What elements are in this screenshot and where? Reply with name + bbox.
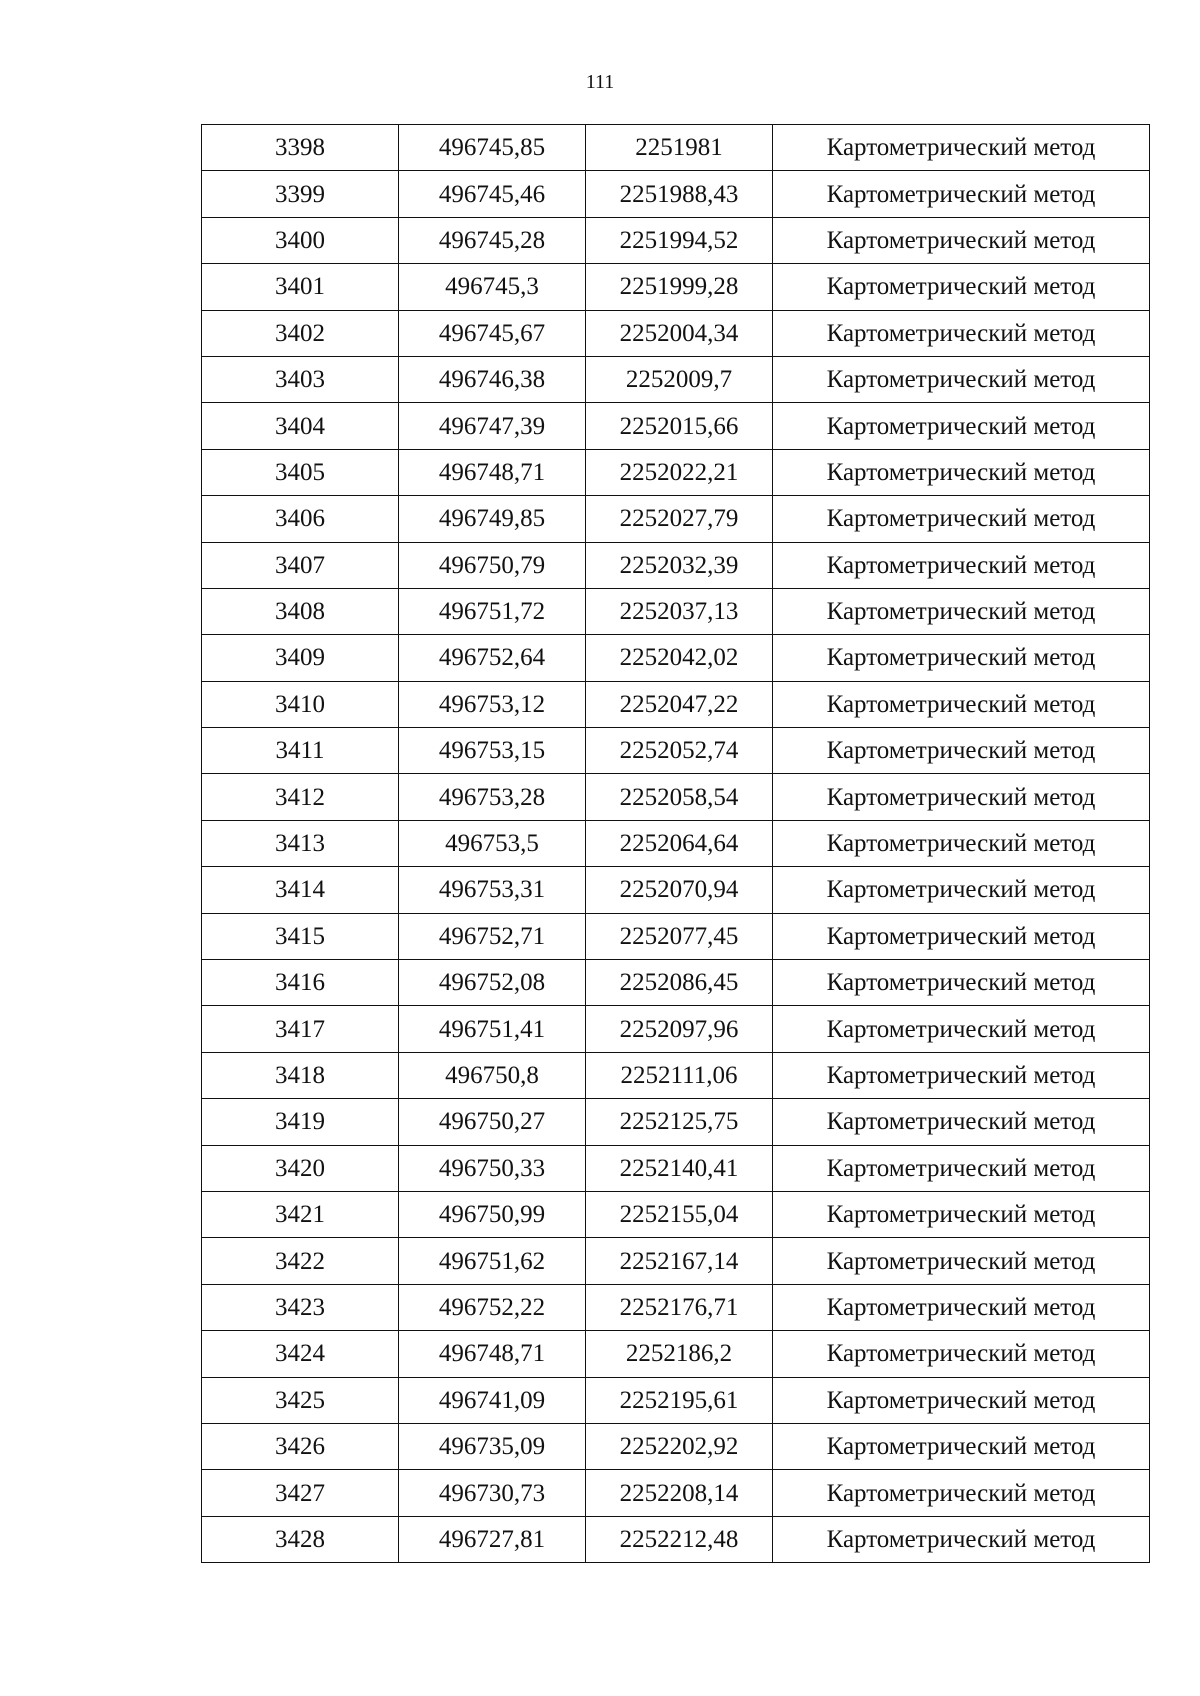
point-number-cell: 3428 xyxy=(202,1516,399,1562)
point-number-cell: 3412 xyxy=(202,774,399,820)
y-coordinate-cell: 2252009,7 xyxy=(586,356,773,402)
method-cell: Картометрический метод xyxy=(773,1331,1150,1377)
point-number-cell: 3424 xyxy=(202,1331,399,1377)
x-coordinate-cell: 496746,38 xyxy=(399,356,586,402)
x-coordinate-cell: 496753,15 xyxy=(399,728,586,774)
method-cell: Картометрический метод xyxy=(773,356,1150,402)
x-coordinate-cell: 496752,71 xyxy=(399,913,586,959)
table-row xyxy=(202,960,1150,1006)
y-coordinate-cell: 2251981 xyxy=(586,125,773,171)
table-row xyxy=(202,1516,1150,1562)
point-number-cell: 3398 xyxy=(202,125,399,171)
table-row xyxy=(202,310,1150,356)
y-coordinate-cell: 2252097,96 xyxy=(586,1006,773,1052)
y-coordinate-cell: 2252064,64 xyxy=(586,820,773,866)
table-row xyxy=(202,820,1150,866)
x-coordinate-cell: 496745,28 xyxy=(399,217,586,263)
point-number-cell: 3401 xyxy=(202,264,399,310)
table-row xyxy=(202,356,1150,402)
table-row xyxy=(202,867,1150,913)
method-cell: Картометрический метод xyxy=(773,913,1150,959)
x-coordinate-cell: 496745,85 xyxy=(399,125,586,171)
point-number-cell: 3405 xyxy=(202,449,399,495)
table-row xyxy=(202,1099,1150,1145)
x-coordinate-cell: 496741,09 xyxy=(399,1377,586,1423)
table-body xyxy=(202,125,1150,1563)
y-coordinate-cell: 2252022,21 xyxy=(586,449,773,495)
method-cell: Картометрический метод xyxy=(773,1006,1150,1052)
table-row xyxy=(202,635,1150,681)
x-coordinate-cell: 496751,41 xyxy=(399,1006,586,1052)
method-cell: Картометрический метод xyxy=(773,588,1150,634)
point-number-cell: 3423 xyxy=(202,1284,399,1330)
y-coordinate-cell: 2252167,14 xyxy=(586,1238,773,1284)
point-number-cell: 3418 xyxy=(202,1052,399,1098)
x-coordinate-cell: 496748,71 xyxy=(399,1331,586,1377)
point-number-cell: 3415 xyxy=(202,913,399,959)
method-cell: Картометрический метод xyxy=(773,681,1150,727)
table-row xyxy=(202,1284,1150,1330)
x-coordinate-cell: 496750,33 xyxy=(399,1145,586,1191)
table-row xyxy=(202,264,1150,310)
y-coordinate-cell: 2252155,04 xyxy=(586,1191,773,1237)
y-coordinate-cell: 2252037,13 xyxy=(586,588,773,634)
x-coordinate-cell: 496753,28 xyxy=(399,774,586,820)
x-coordinate-cell: 496749,85 xyxy=(399,496,586,542)
point-number-cell: 3409 xyxy=(202,635,399,681)
y-coordinate-cell: 2252186,2 xyxy=(586,1331,773,1377)
method-cell: Картометрический метод xyxy=(773,1145,1150,1191)
point-number-cell: 3403 xyxy=(202,356,399,402)
method-cell: Картометрический метод xyxy=(773,310,1150,356)
x-coordinate-cell: 496750,99 xyxy=(399,1191,586,1237)
point-number-cell: 3404 xyxy=(202,403,399,449)
table-row xyxy=(202,913,1150,959)
x-coordinate-cell: 496753,31 xyxy=(399,867,586,913)
method-cell: Картометрический метод xyxy=(773,217,1150,263)
point-number-cell: 3417 xyxy=(202,1006,399,1052)
point-number-cell: 3426 xyxy=(202,1423,399,1469)
table-row xyxy=(202,125,1150,171)
y-coordinate-cell: 2252070,94 xyxy=(586,867,773,913)
y-coordinate-cell: 2252086,45 xyxy=(586,960,773,1006)
y-coordinate-cell: 2252208,14 xyxy=(586,1470,773,1516)
method-cell: Картометрический метод xyxy=(773,403,1150,449)
method-cell: Картометрический метод xyxy=(773,1516,1150,1562)
x-coordinate-cell: 496745,46 xyxy=(399,171,586,217)
y-coordinate-cell: 2252047,22 xyxy=(586,681,773,727)
x-coordinate-cell: 496727,81 xyxy=(399,1516,586,1562)
table-row xyxy=(202,1331,1150,1377)
x-coordinate-cell: 496753,5 xyxy=(399,820,586,866)
point-number-cell: 3416 xyxy=(202,960,399,1006)
y-coordinate-cell: 2252125,75 xyxy=(586,1099,773,1145)
table-row xyxy=(202,681,1150,727)
method-cell: Картометрический метод xyxy=(773,496,1150,542)
method-cell: Картометрический метод xyxy=(773,171,1150,217)
point-number-cell: 3421 xyxy=(202,1191,399,1237)
x-coordinate-cell: 496750,79 xyxy=(399,542,586,588)
x-coordinate-cell: 496745,3 xyxy=(399,264,586,310)
table-row xyxy=(202,728,1150,774)
point-number-cell: 3413 xyxy=(202,820,399,866)
table-row xyxy=(202,1191,1150,1237)
table-row xyxy=(202,449,1150,495)
y-coordinate-cell: 2252140,41 xyxy=(586,1145,773,1191)
x-coordinate-cell: 496752,64 xyxy=(399,635,586,681)
method-cell: Картометрический метод xyxy=(773,867,1150,913)
x-coordinate-cell: 496748,71 xyxy=(399,449,586,495)
y-coordinate-cell: 2252015,66 xyxy=(586,403,773,449)
table-row xyxy=(202,1145,1150,1191)
y-coordinate-cell: 2251999,28 xyxy=(586,264,773,310)
table-row xyxy=(202,403,1150,449)
method-cell: Картометрический метод xyxy=(773,1284,1150,1330)
method-cell: Картометрический метод xyxy=(773,1470,1150,1516)
table-row xyxy=(202,1052,1150,1098)
x-coordinate-cell: 496752,08 xyxy=(399,960,586,1006)
method-cell: Картометрический метод xyxy=(773,542,1150,588)
point-number-cell: 3410 xyxy=(202,681,399,727)
y-coordinate-cell: 2252176,71 xyxy=(586,1284,773,1330)
point-number-cell: 3414 xyxy=(202,867,399,913)
y-coordinate-cell: 2252052,74 xyxy=(586,728,773,774)
point-number-cell: 3419 xyxy=(202,1099,399,1145)
table-row xyxy=(202,1238,1150,1284)
point-number-cell: 3407 xyxy=(202,542,399,588)
point-number-cell: 3399 xyxy=(202,171,399,217)
y-coordinate-cell: 2251988,43 xyxy=(586,171,773,217)
x-coordinate-cell: 496735,09 xyxy=(399,1423,586,1469)
x-coordinate-cell: 496751,62 xyxy=(399,1238,586,1284)
method-cell: Картометрический метод xyxy=(773,1423,1150,1469)
method-cell: Картометрический метод xyxy=(773,1377,1150,1423)
method-cell: Картометрический метод xyxy=(773,774,1150,820)
table-row xyxy=(202,774,1150,820)
x-coordinate-cell: 496753,12 xyxy=(399,681,586,727)
method-cell: Картометрический метод xyxy=(773,125,1150,171)
table-row xyxy=(202,1006,1150,1052)
y-coordinate-cell: 2252027,79 xyxy=(586,496,773,542)
x-coordinate-cell: 496751,72 xyxy=(399,588,586,634)
x-coordinate-cell: 496745,67 xyxy=(399,310,586,356)
y-coordinate-cell: 2252042,02 xyxy=(586,635,773,681)
x-coordinate-cell: 496747,39 xyxy=(399,403,586,449)
point-number-cell: 3408 xyxy=(202,588,399,634)
point-number-cell: 3422 xyxy=(202,1238,399,1284)
x-coordinate-cell: 496752,22 xyxy=(399,1284,586,1330)
y-coordinate-cell: 2252058,54 xyxy=(586,774,773,820)
y-coordinate-cell: 2252111,06 xyxy=(586,1052,773,1098)
y-coordinate-cell: 2252212,48 xyxy=(586,1516,773,1562)
y-coordinate-cell: 2252004,34 xyxy=(586,310,773,356)
coordinates-table xyxy=(201,124,1150,1563)
y-coordinate-cell: 2251994,52 xyxy=(586,217,773,263)
table-row xyxy=(202,1470,1150,1516)
point-number-cell: 3406 xyxy=(202,496,399,542)
method-cell: Картометрический метод xyxy=(773,960,1150,1006)
table-row xyxy=(202,1423,1150,1469)
method-cell: Картометрический метод xyxy=(773,1052,1150,1098)
point-number-cell: 3402 xyxy=(202,310,399,356)
table-row xyxy=(202,496,1150,542)
x-coordinate-cell: 496750,8 xyxy=(399,1052,586,1098)
method-cell: Картометрический метод xyxy=(773,1238,1150,1284)
y-coordinate-cell: 2252077,45 xyxy=(586,913,773,959)
table-row xyxy=(202,171,1150,217)
method-cell: Картометрический метод xyxy=(773,264,1150,310)
point-number-cell: 3400 xyxy=(202,217,399,263)
method-cell: Картометрический метод xyxy=(773,449,1150,495)
method-cell: Картометрический метод xyxy=(773,728,1150,774)
method-cell: Картометрический метод xyxy=(773,820,1150,866)
y-coordinate-cell: 2252032,39 xyxy=(586,542,773,588)
page-number: 111 xyxy=(585,71,615,93)
point-number-cell: 3420 xyxy=(202,1145,399,1191)
y-coordinate-cell: 2252195,61 xyxy=(586,1377,773,1423)
point-number-cell: 3411 xyxy=(202,728,399,774)
point-number-cell: 3427 xyxy=(202,1470,399,1516)
method-cell: Картометрический метод xyxy=(773,1191,1150,1237)
point-number-cell: 3425 xyxy=(202,1377,399,1423)
x-coordinate-cell: 496730,73 xyxy=(399,1470,586,1516)
table-row xyxy=(202,217,1150,263)
method-cell: Картометрический метод xyxy=(773,1099,1150,1145)
table-row xyxy=(202,1377,1150,1423)
table-row xyxy=(202,588,1150,634)
method-cell: Картометрический метод xyxy=(773,635,1150,681)
y-coordinate-cell: 2252202,92 xyxy=(586,1423,773,1469)
x-coordinate-cell: 496750,27 xyxy=(399,1099,586,1145)
table-row xyxy=(202,542,1150,588)
